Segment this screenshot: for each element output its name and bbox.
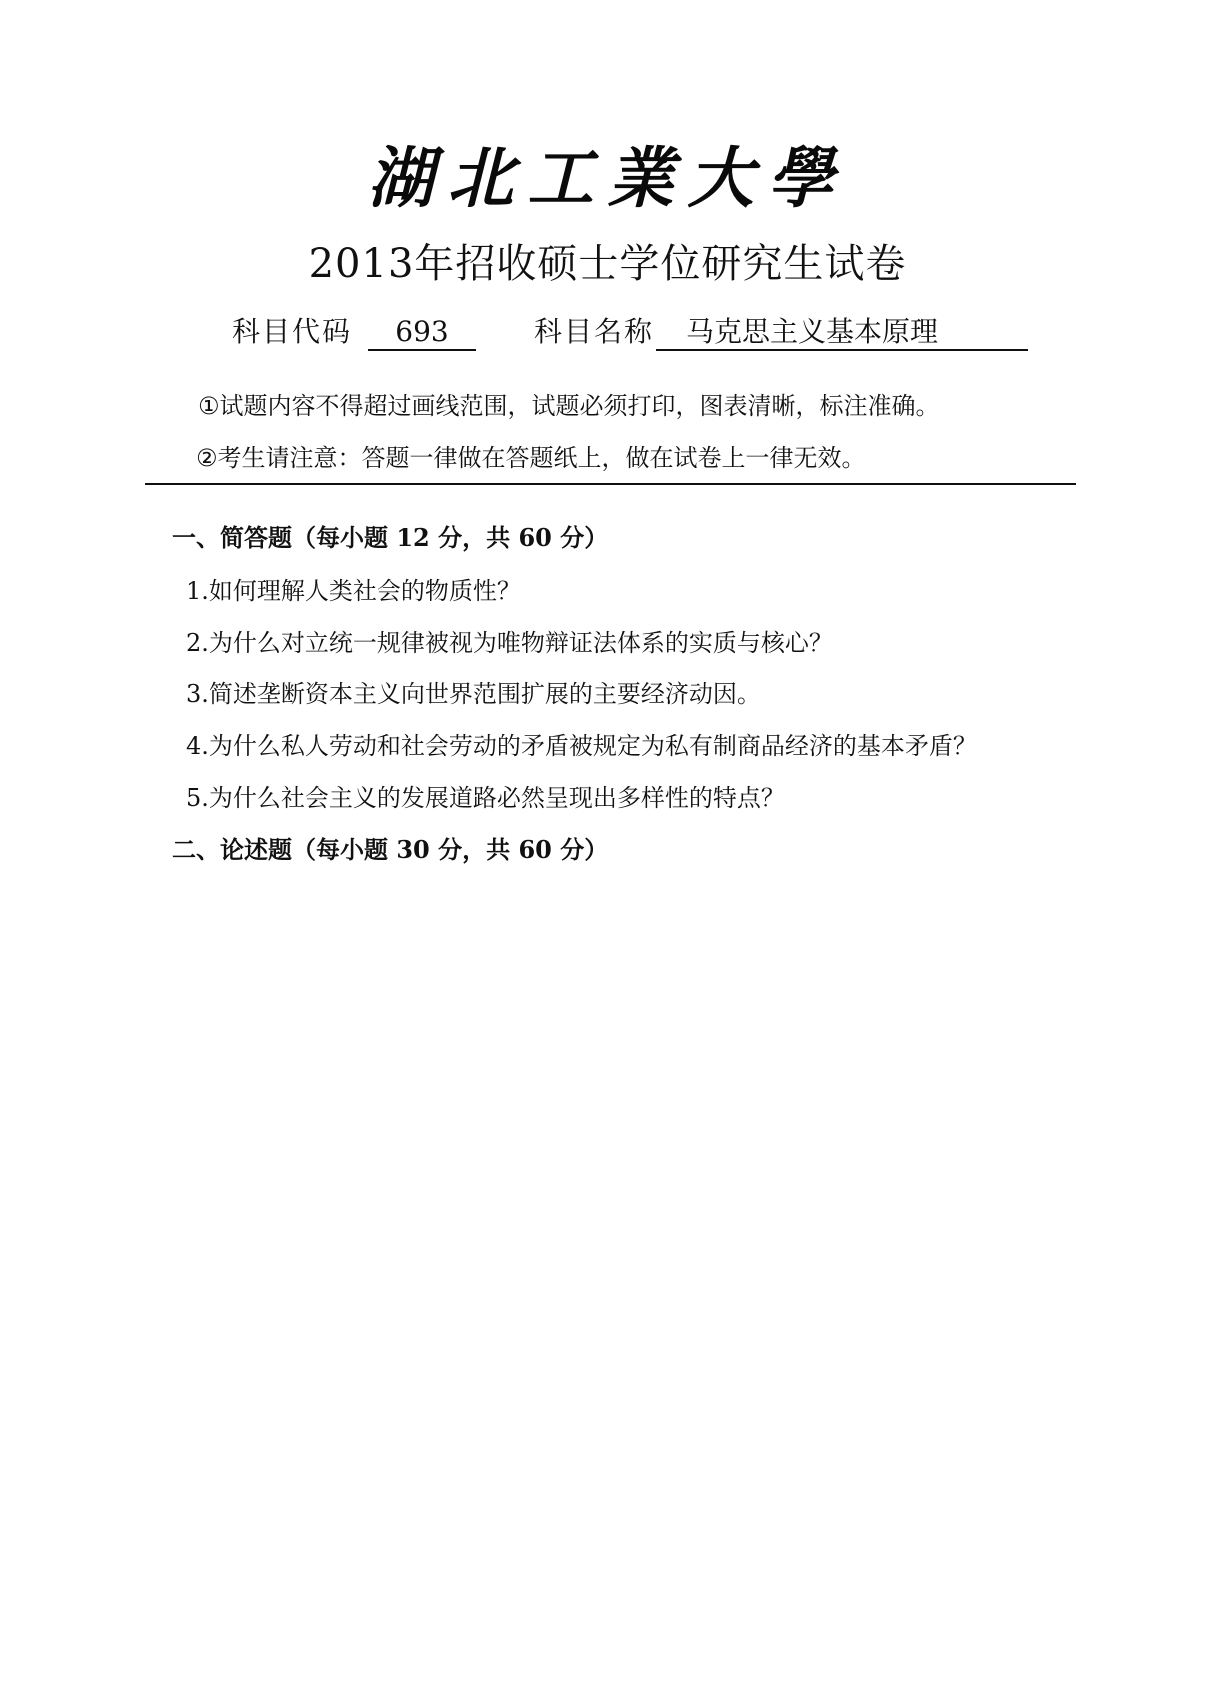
subject-code-value: 693 xyxy=(368,315,476,351)
notice-answer-sheet: ②考生请注意：答题一律做在答题纸上，做在试卷上一律无效。 xyxy=(196,444,866,472)
question-item: 2.为什么对立统一规律被视为唯物辩证法体系的实质与核心？ xyxy=(186,629,833,657)
header-divider xyxy=(145,483,1076,485)
subject-name-label: 科目名称 xyxy=(534,315,655,348)
university-logo: 湖北工業大學 xyxy=(367,139,848,217)
question-item: 5.为什么社会主义的发展道路必然呈现出多样性的特点？ xyxy=(186,784,785,812)
subject-info-line xyxy=(232,312,1028,352)
section-heading-short-answer: 一、简答题（每小题 12 分，共 60 分） xyxy=(172,523,609,552)
question-item: 3.简述垄断资本主义向世界范围扩展的主要经济动因。 xyxy=(186,680,761,708)
question-item: 1.如何理解人类社会的物质性？ xyxy=(186,577,521,605)
section-heading-essay: 二、论述题（每小题 30 分，共 60 分） xyxy=(172,835,609,864)
question-item: 4.为什么私人劳动和社会劳动的矛盾被规定为私有制商品经济的基本矛盾？ xyxy=(186,732,977,760)
subject-name-value: 马克思主义基本原理 xyxy=(656,315,1028,351)
notice-print-requirement: ①试题内容不得超过画线范围，试题必须打印，图表清晰，标注准确。 xyxy=(198,392,940,420)
subject-code-label: 科目代码 xyxy=(232,315,353,348)
exam-title: 2013年招收硕士学位研究生试卷 xyxy=(308,241,907,287)
